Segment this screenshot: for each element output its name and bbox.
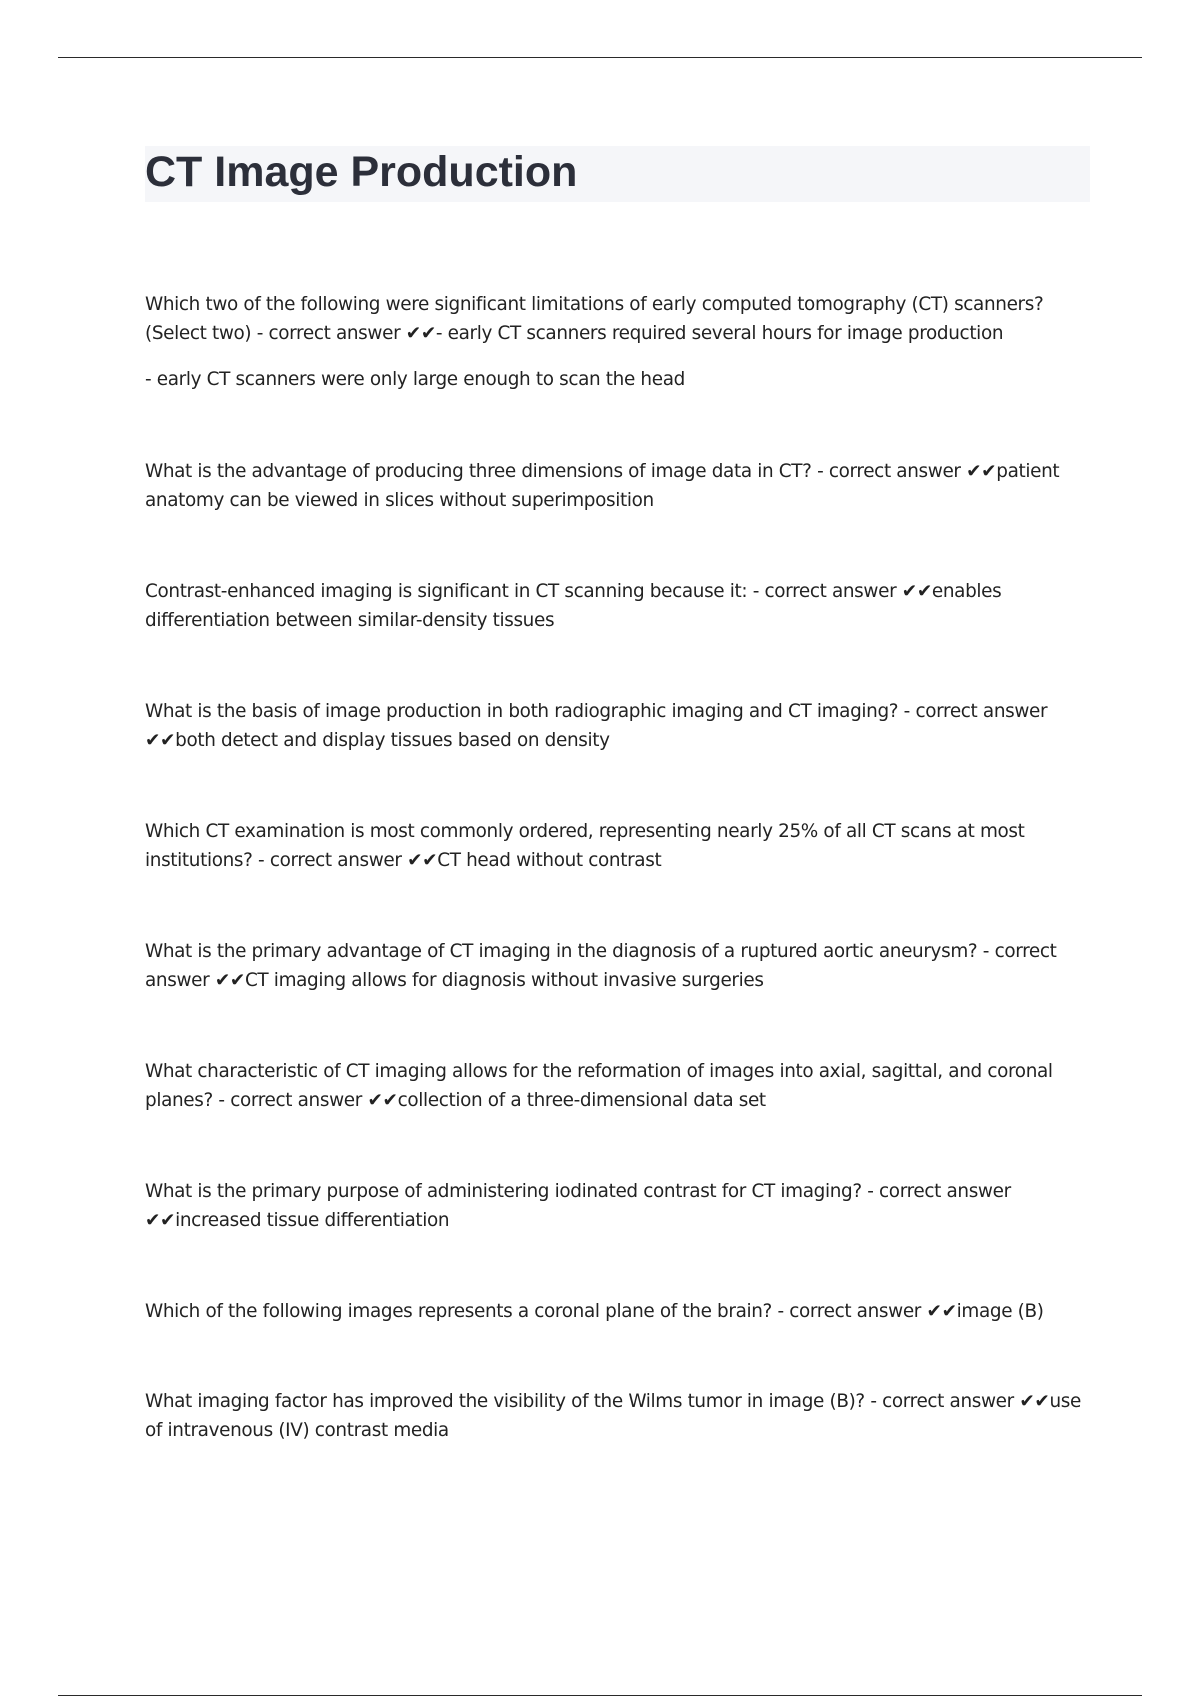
qa-text: What is the advantage of producing three dimensions of image data in CT? - correct answer ✔✔patient anatomy can be viewed in slices without superimposition (145, 461, 1060, 511)
qa-item-5 (145, 817, 1090, 875)
qa-text: Contrast-enhanced imaging is significant in CT scanning because it: - correct answer ✔✔enables differentiation between similar-density tissues (145, 581, 1002, 631)
qa-item-6 (145, 937, 1090, 995)
qa-text: What imaging factor has improved the visibility of the Wilms tumor in image (B)? - correct answer ✔✔use of intravenous (IV) contrast media (145, 1391, 1081, 1441)
qa-text: What characteristic of CT imaging allows for the reformation of images into axial, sagittal, and coronal planes? - correct answer ✔✔collection of a three-dimensional data set (145, 1061, 1053, 1111)
qa-text: What is the primary advantage of CT imaging in the diagnosis of a ruptured aortic aneurysm? - correct answer ✔✔CT imaging allows for diagnosis without invasive surgeries (145, 941, 1057, 991)
qa-item-9 (145, 1297, 1090, 1326)
qa-item-8 (145, 1177, 1090, 1235)
qa-item-10 (145, 1387, 1090, 1445)
qa-text: Which of the following images represents a coronal plane of the brain? - correct answer ✔✔image (B) (145, 1301, 1044, 1322)
top-divider (58, 57, 1142, 58)
document-title: CT Image Production (145, 148, 578, 196)
qa-item-7 (145, 1057, 1090, 1115)
qa-answer-continuation: - early CT scanners were only large enough to scan the head (145, 369, 685, 390)
qa-text: Which CT examination is most commonly ordered, representing nearly 25% of all CT scans at most institutions? - correct answer ✔✔CT head without contrast (145, 821, 1025, 871)
qa-item-1 (145, 290, 1090, 394)
qa-item-3 (145, 577, 1090, 635)
qa-item-4 (145, 697, 1090, 755)
qa-text: What is the primary purpose of administering iodinated contrast for CT imaging? - correct answer ✔✔increased tissue differentiation (145, 1181, 1011, 1231)
qa-text: What is the basis of image production in both radiographic imaging and CT imaging? - correct answer ✔✔both detect and display tissues based on density (145, 701, 1048, 751)
qa-text: Which two of the following were significant limitations of early computed tomography (CT) scanners? (Select two) - correct answer ✔✔- early CT scanners required several hours for image production (145, 294, 1044, 344)
qa-item-2 (145, 457, 1090, 515)
bottom-divider (58, 1695, 1142, 1696)
